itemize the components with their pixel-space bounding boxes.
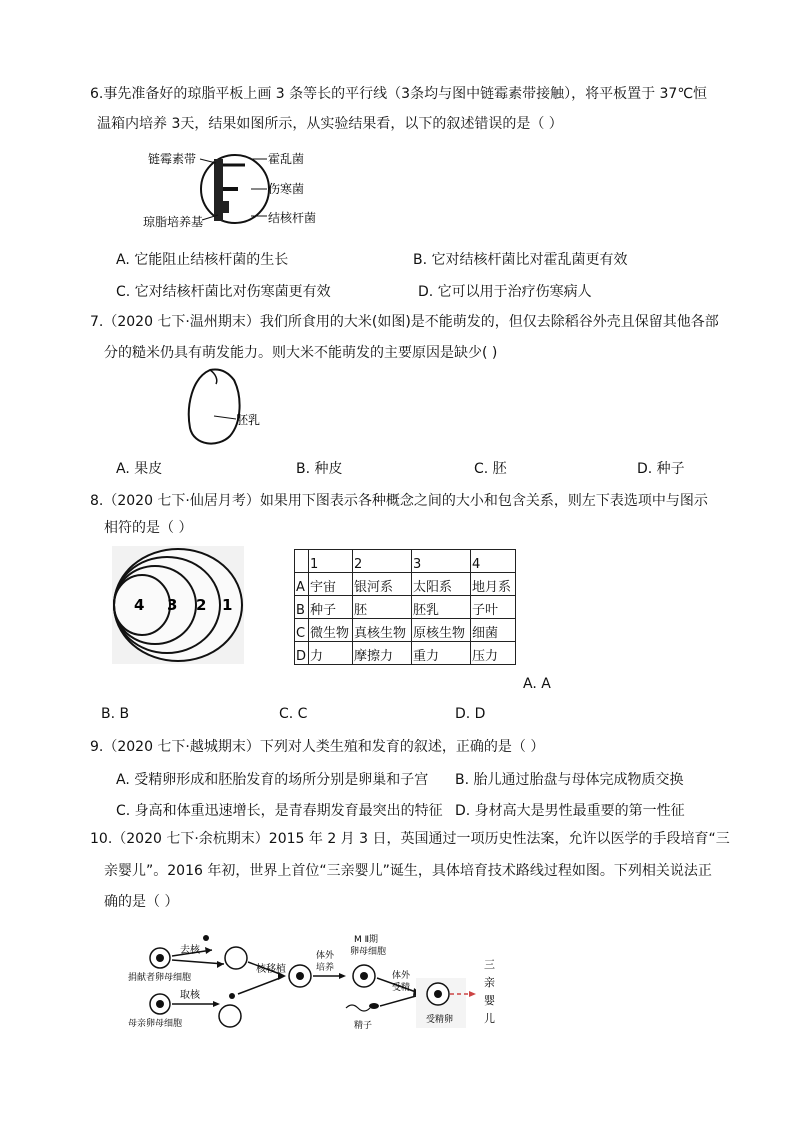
circle-label-4: 4 <box>134 596 145 614</box>
q6-option-c[interactable]: C. 它对结核杆菌比对伤寒菌更有效 <box>116 284 331 300</box>
label-donor-oocyte: 捐献者卵母细胞 <box>128 973 192 983</box>
label-baby-4: 儿 <box>484 1012 495 1025</box>
label-remove-nucleus: 去核 <box>180 945 200 956</box>
table-cell: 重力 <box>412 642 471 665</box>
table-cell: B <box>295 596 309 619</box>
table-cell: 太阳系 <box>412 573 471 596</box>
table-cell: 4 <box>471 550 516 573</box>
q10-stem-line3: 确的是（ ） <box>104 894 179 910</box>
table-header-row <box>295 550 516 573</box>
q6-option-b[interactable]: B. 它对结核杆菌比对霍乱菌更有效 <box>413 252 628 268</box>
label-typhoid: 伤寒菌 <box>268 182 305 196</box>
label-stage-1: M Ⅱ期 <box>354 935 379 945</box>
enucleated-oocyte <box>225 947 247 969</box>
table-cell: 1 <box>309 550 353 573</box>
table-cell: 原核生物 <box>412 619 471 642</box>
q6-stem-line2: 温箱内培养 3天，结果如图所示，从实验结果看，以下的叙述错误的是（ ） <box>97 116 563 132</box>
table-cell: 胚 <box>353 596 412 619</box>
label-fert-1: 体外 <box>392 971 411 981</box>
label-culture-1: 体外 <box>316 951 335 961</box>
table-cell: 宇宙 <box>309 573 353 596</box>
table-cell: 摩擦力 <box>353 642 412 665</box>
q8-stem-line1: 8.（2020 七下·仙居月考）如果用下图表示各种概念之间的大小和包含关系，则左下表选项中与图示 <box>90 493 708 509</box>
table-cell: 真核生物 <box>353 619 412 642</box>
circle-label-3: 3 <box>167 596 178 614</box>
q9-option-b[interactable]: B. 胎儿通过胎盘与母体完成物质交换 <box>455 772 684 788</box>
q10-figure-three-parent-baby <box>120 928 500 1036</box>
q7-stem-line2: 分的糙米仍具有萌发能力。则大米不能萌发的主要原因是缺少( ) <box>104 345 498 361</box>
table-cell: 力 <box>309 642 353 665</box>
q9-option-d[interactable]: D. 身材高大是男性最重要的第一性征 <box>455 803 685 819</box>
q7-option-b[interactable]: B. 种皮 <box>296 461 343 477</box>
tb-line <box>223 201 229 213</box>
label-transplant: 核移植 <box>256 964 286 975</box>
label-endosperm: 胚乳 <box>236 413 261 427</box>
table-cell: 3 <box>412 550 471 573</box>
q6-figure-agar-plate <box>140 145 340 235</box>
label-zygote: 受精卵 <box>426 1015 454 1025</box>
label-sperm: 精子 <box>354 1021 373 1031</box>
table-cell: 子叶 <box>471 596 516 619</box>
q9-option-c[interactable]: C. 身高和体重迅速增长，是青春期发育最突出的特征 <box>116 803 443 819</box>
q6-option-a[interactable]: A. 它能阻止结核杆菌的生长 <box>116 252 289 268</box>
table-cell: 细菌 <box>471 619 516 642</box>
label-stage-2: 卵母细胞 <box>350 947 387 957</box>
q9-stem-line1: 9.（2020 七下·越城期末）下列对人类生殖和发育的叙述，正确的是（ ） <box>90 739 545 755</box>
table-cell: D <box>295 642 309 665</box>
q7-stem-line1: 7.（2020 七下·温州期末）我们所食用的大米(如图)是不能萌发的，但仅去除稻谷外壳且保留其他各部 <box>90 314 719 330</box>
q7-figure-rice-grain <box>180 366 290 450</box>
table-row <box>295 573 516 596</box>
label-culture-2: 培养 <box>316 963 335 973</box>
circle-label-2: 2 <box>196 596 207 614</box>
q8-stem-line2: 相符的是（ ） <box>104 520 193 536</box>
rice-grain-outline <box>189 369 240 443</box>
circle-label-1: 1 <box>222 596 233 614</box>
q8-option-d[interactable]: D. D <box>455 706 486 722</box>
streptomycin-strip <box>214 159 223 221</box>
table-cell: 压力 <box>471 642 516 665</box>
q10-stem-line1: 10.（2020 七下·余杭期末）2015 年 2 月 3 日，英国通过一项历史性法案，允许以医学的手段培育“三 <box>90 831 730 847</box>
label-agar: 琼脂培养基 <box>143 215 204 229</box>
sperm <box>346 1005 370 1011</box>
q9-option-a[interactable]: A. 受精卵形成和胚胎发育的场所分别是卵巢和子宫 <box>116 772 429 788</box>
label-streptomycin: 链霉素带 <box>148 152 197 166</box>
q6-option-d[interactable]: D. 它可以用于治疗伤寒病人 <box>418 284 592 300</box>
label-take-nucleus: 取核 <box>180 990 200 1001</box>
q7-option-d[interactable]: D. 种子 <box>637 461 685 477</box>
label-fert-2: 受精 <box>392 983 411 993</box>
table-cell: A <box>295 573 309 596</box>
table-cell: 微生物 <box>309 619 353 642</box>
table-cell: 胚乳 <box>412 596 471 619</box>
table-cell: C <box>295 619 309 642</box>
q7-option-a[interactable]: A. 果皮 <box>116 461 163 477</box>
label-baby-3: 婴 <box>484 994 495 1007</box>
table-row <box>295 619 516 642</box>
q8-option-b[interactable]: B. B <box>101 706 130 722</box>
q8-option-a[interactable]: A. A <box>523 676 551 692</box>
label-cholera: 霍乱菌 <box>268 152 305 166</box>
q7-option-c[interactable]: C. 胚 <box>474 461 507 477</box>
table-cell: 地月系 <box>471 573 516 596</box>
table-cell <box>295 550 309 573</box>
label-baby-2: 亲 <box>484 976 495 989</box>
table-cell: 银河系 <box>353 573 412 596</box>
table-row <box>295 596 516 619</box>
q8-concepts-table <box>294 549 516 665</box>
mother-residual <box>219 1005 241 1027</box>
table-cell: 2 <box>353 550 412 573</box>
q8-option-c[interactable]: C. C <box>279 706 308 722</box>
label-baby-1: 三 <box>484 958 495 971</box>
label-tb: 结核杆菌 <box>268 211 317 225</box>
label-mother-oocyte: 母亲卵母细胞 <box>128 1019 183 1029</box>
q6-stem-line1: 6.事先准备好的琼脂平板上画 3 条等长的平行线（3条均与图中链霉素带接触），将平板置于 37℃恒 <box>90 86 708 102</box>
table-row <box>295 642 516 665</box>
q8-figure-nested-circles <box>112 546 244 664</box>
q10-stem-line2: 亲婴儿”。2016 年初，世界上首位“三亲婴儿”诞生，具体培育技术路线过程如图。下列相关说法正 <box>104 863 712 879</box>
table-cell: 种子 <box>309 596 353 619</box>
